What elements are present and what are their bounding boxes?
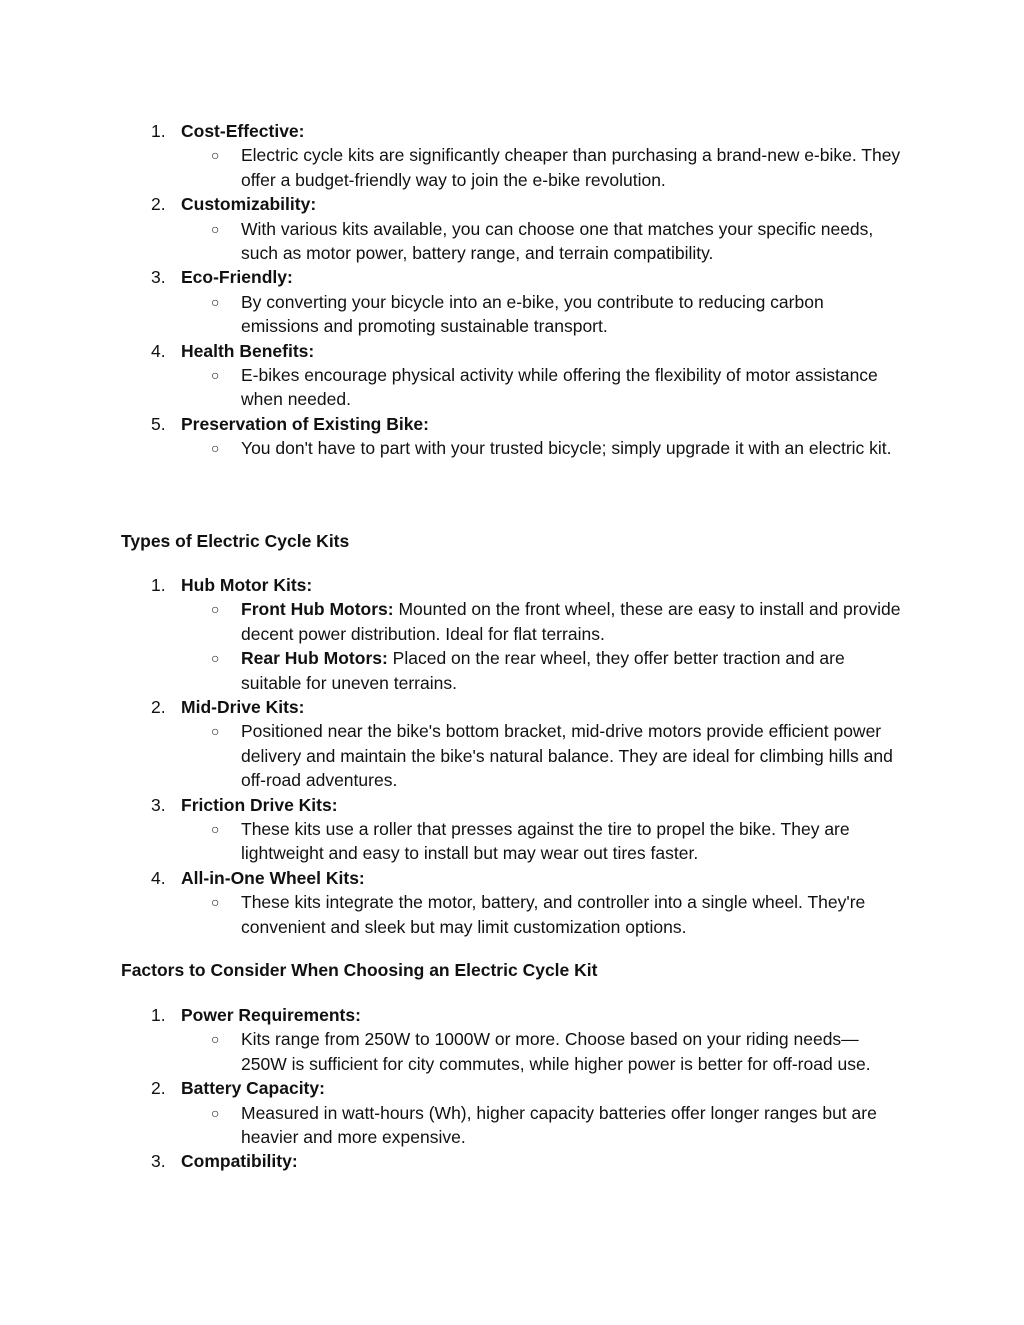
list-item-title: Compatibility: [181, 1151, 298, 1172]
sub-list-text [241, 646, 903, 695]
list-item [0, 1076, 1024, 1100]
sub-list-body: Kits range from 250W to 1000W or more. Choose based on your riding needs—250W is sufficient for city commutes, while higher power is better for off-road use. [241, 1029, 871, 1074]
factors-heading: Factors to Consider When Choosing an Electric Cycle Kit [121, 960, 598, 980]
sub-list-item [0, 1101, 1024, 1150]
hollow-circle-bullet-icon: ○ [211, 220, 220, 237]
list-item-title: All-in-One Wheel Kits: [181, 867, 365, 888]
hollow-circle-bullet-icon: ○ [211, 723, 220, 740]
sub-list-body: Placed on the rear wheel, they offer better traction and are suitable for uneven terrains. [241, 648, 845, 693]
sub-list-item [0, 143, 1024, 192]
list-item [0, 119, 1024, 143]
list-item [0, 265, 1024, 289]
list-item [0, 339, 1024, 363]
hollow-circle-bullet-icon: ○ [211, 650, 220, 667]
list-item [0, 412, 1024, 436]
list-item-title: Eco-Friendly: [181, 267, 293, 288]
list-item-title: Friction Drive Kits: [181, 794, 338, 815]
hollow-circle-bullet-icon: ○ [211, 440, 220, 457]
list-item [0, 1003, 1024, 1027]
sub-list-text [241, 290, 903, 339]
sub-list-body: Mounted on the front wheel, these are easy to install and provide decent power distribution. Ideal for flat terrains. [241, 599, 901, 644]
sub-list-body: E-bikes encourage physical activity while offering the flexibility of motor assistance when needed. [241, 365, 878, 410]
list-number: 2. [151, 194, 166, 215]
list-number: 1. [151, 575, 166, 595]
hollow-circle-bullet-icon: ○ [211, 894, 220, 911]
list-item [0, 192, 1024, 216]
list-item-title: Cost-Effective: [181, 121, 305, 141]
sub-list-body: Electric cycle kits are significantly cheaper than purchasing a brand-new e-bike. They offer a budget-friendly way to join the e-bike revolution. [241, 145, 901, 190]
list-item-title: Customizability: [181, 194, 317, 215]
hollow-circle-bullet-icon: ○ [211, 367, 220, 384]
list-number: 1. [151, 1005, 166, 1025]
hollow-circle-bullet-icon: ○ [211, 1031, 220, 1048]
sub-list-item [0, 646, 1024, 695]
list-number: 2. [151, 697, 166, 718]
types-heading: Types of Electric Cycle Kits [121, 531, 350, 551]
sub-list-body: Measured in watt-hours (Wh), higher capacity batteries offer longer ranges but are heavier and more expensive. [241, 1102, 877, 1148]
sub-list-lead: Front Hub Motors: [241, 599, 394, 620]
list-number: 2. [151, 1078, 166, 1099]
sub-list-body: These kits use a roller that presses against the tire to propel the bike. They are lightweight and easy to install but may wear out tires faster. [241, 819, 850, 864]
sub-list-item [0, 290, 1024, 339]
list-number: 5. [151, 413, 166, 434]
sub-list-body: By converting your bicycle into an e-bike, you contribute to reducing carbon emissions and promoting sustainable transport. [241, 291, 824, 337]
list-item-title: Hub Motor Kits: [181, 575, 313, 595]
sub-list-text [241, 217, 903, 266]
sub-list-text [241, 436, 903, 460]
sub-list-item [0, 597, 1024, 646]
sub-list-lead: Rear Hub Motors: [241, 648, 388, 669]
sub-list-body: These kits integrate the motor, battery, and controller into a single wheel. They're convenient and sleek but may limit customization options. [241, 892, 866, 937]
list-item-title: Mid-Drive Kits: [181, 697, 305, 718]
benefits-list [0, 119, 1024, 461]
sub-list-item [0, 217, 1024, 266]
sub-list-item [0, 890, 1024, 939]
list-item-title: Health Benefits: [181, 340, 315, 361]
list-number: 4. [151, 867, 166, 888]
list-number: 3. [151, 1151, 166, 1172]
sub-list-text [241, 363, 903, 412]
list-number: 4. [151, 340, 166, 361]
list-item [0, 866, 1024, 890]
types-list [0, 573, 1024, 939]
list-item-title: Battery Capacity: [181, 1078, 325, 1099]
list-number: 3. [151, 267, 166, 288]
list-number: 1. [151, 121, 166, 141]
sub-list-body: With various kits available, you can choose one that matches your specific needs, such as motor power, battery range, and terrain compatibility. [241, 218, 874, 264]
sub-list-item [0, 719, 1024, 792]
hollow-circle-bullet-icon: ○ [211, 601, 220, 618]
sub-list-text [241, 1101, 903, 1150]
list-item [0, 695, 1024, 719]
sub-list-item [0, 363, 1024, 412]
sub-list-body: Positioned near the bike's bottom bracket, mid-drive motors provide efficient power delivery and maintain the bike's natural balance. They are ideal for climbing hills and off-road adventures. [241, 721, 893, 791]
hollow-circle-bullet-icon: ○ [211, 147, 220, 164]
sub-list-text [241, 817, 903, 866]
sub-list-text [241, 597, 903, 646]
list-item-title: Preservation of Existing Bike: [181, 413, 429, 434]
list-item-title: Power Requirements: [181, 1005, 361, 1025]
list-item [0, 573, 1024, 597]
list-item [0, 1149, 1024, 1173]
sub-list-text [241, 890, 903, 939]
sub-list-text [241, 143, 903, 192]
sub-list-text [241, 1027, 903, 1076]
list-number: 3. [151, 794, 166, 815]
list-item [0, 793, 1024, 817]
factors-list [0, 1003, 1024, 1174]
sub-list-item [0, 817, 1024, 866]
hollow-circle-bullet-icon: ○ [211, 293, 220, 310]
hollow-circle-bullet-icon: ○ [211, 821, 220, 838]
sub-list-item [0, 436, 1024, 460]
hollow-circle-bullet-icon: ○ [211, 1104, 220, 1121]
sub-list-body: You don't have to part with your trusted bicycle; simply upgrade it with an electric kit. [241, 438, 892, 459]
sub-list-text [241, 719, 903, 792]
sub-list-item [0, 1027, 1024, 1076]
